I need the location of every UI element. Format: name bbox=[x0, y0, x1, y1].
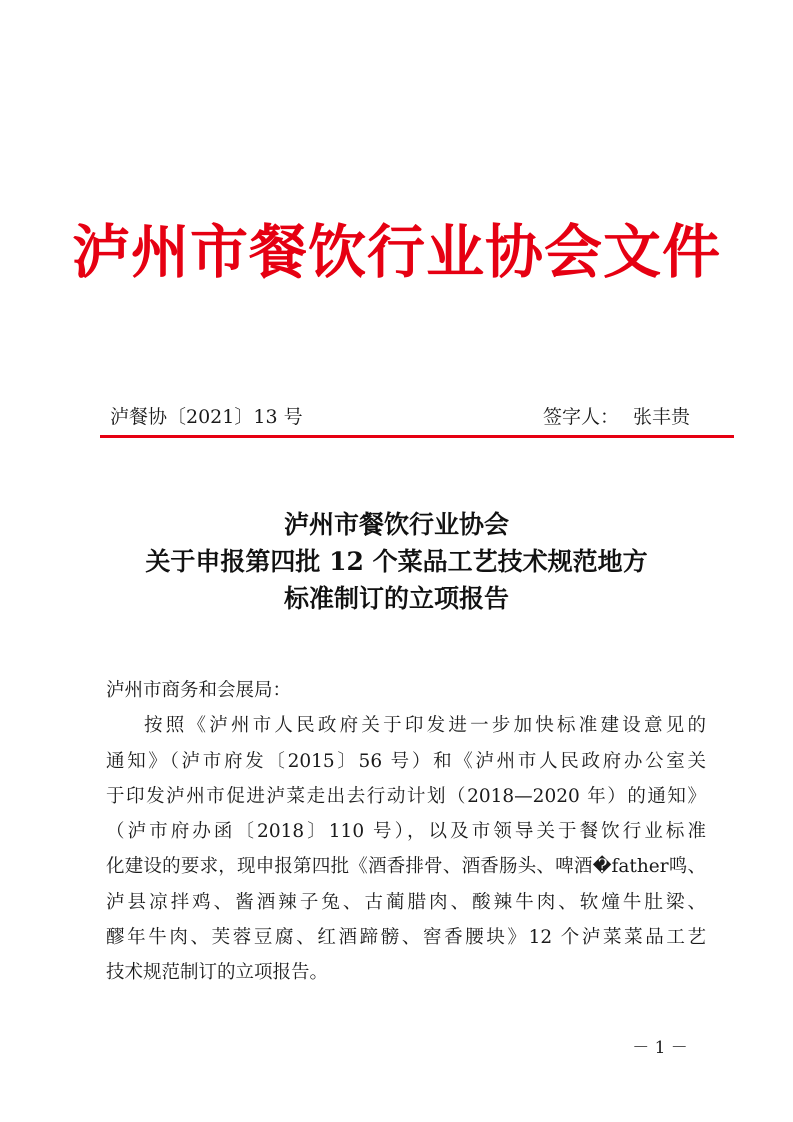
body-line: 醪年牛肉、芙蓉豆腐、红酒蹄髈、窖香腰块》12 个泸菜菜品工艺 bbox=[106, 927, 706, 949]
title-line: 关于申报第四批 12 个菜品工艺技术规范地方 bbox=[145, 547, 648, 576]
body-line: 通知》（泸市府发〔2015〕56 号）和《泸州市人民政府办公室关 bbox=[106, 750, 706, 772]
title-line: 标准制订的立项报告 bbox=[283, 584, 509, 613]
report-title bbox=[0, 506, 793, 617]
body-line: （泸市府办函〔2018〕110 号），以及市领导关于餐饮行业标准 bbox=[106, 821, 706, 843]
addressee: 泸州市商务和会展局： bbox=[106, 680, 292, 701]
page-number: － 1 － bbox=[632, 1038, 688, 1058]
body-line: 按照《泸州市人民政府关于印发进一步加快标准建设意见的 bbox=[144, 715, 706, 737]
title-line: 泸州市餐饮行业协会 bbox=[283, 510, 509, 539]
signer-label: 签字人： bbox=[542, 406, 619, 428]
document-number: 泸餐协〔2021〕13 号 bbox=[110, 406, 303, 428]
body-line: 于印发泸州市促进泸菜走出去行动计划（2018—2020 年）的通知》 bbox=[106, 785, 706, 807]
red-divider bbox=[100, 435, 734, 438]
signer-name: 张丰贵 bbox=[632, 406, 690, 428]
body-text bbox=[106, 673, 706, 991]
masthead-title: 泸州市餐饮行业协会文件 bbox=[71, 218, 721, 286]
document-meta bbox=[110, 402, 690, 432]
body-line: 泸县凉拌鸡、酱酒辣子兔、古蔺腊肉、酸辣牛肉、软燑牛肚梁、 bbox=[106, 891, 706, 913]
signer bbox=[543, 402, 690, 432]
body-line: 化建设的要求，现申报第四批《酒香排骨、酒香肠头、啤酒�father鸣、 bbox=[106, 856, 706, 878]
body-line: 技术规范制订的立项报告。 bbox=[106, 962, 329, 984]
